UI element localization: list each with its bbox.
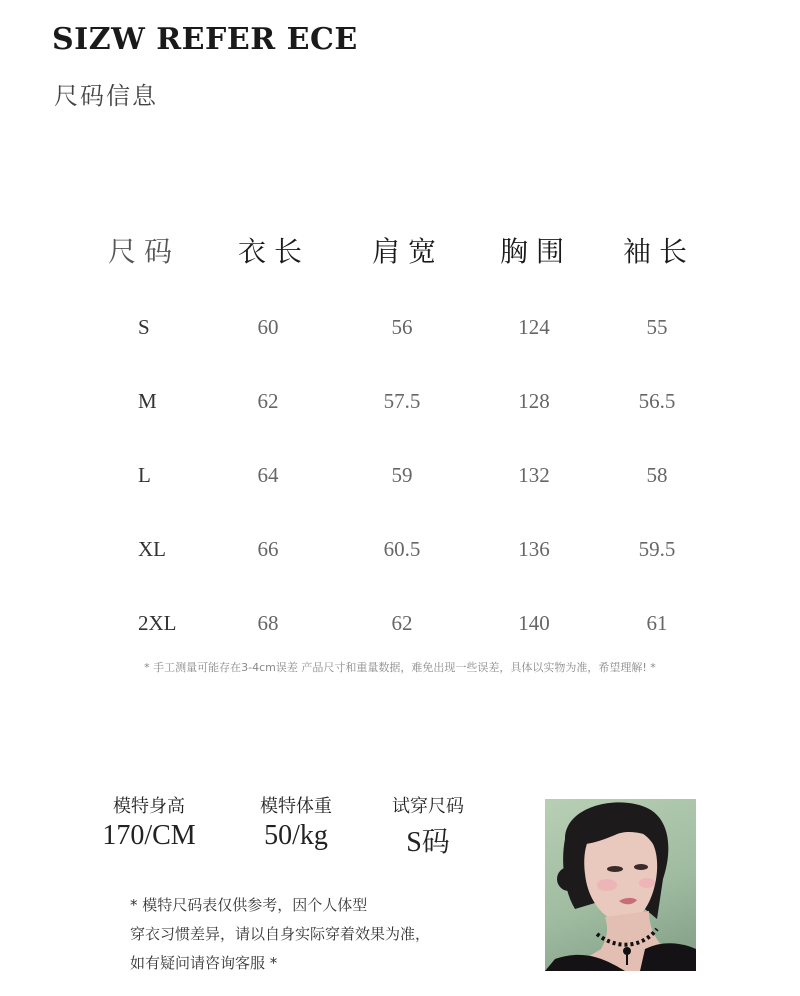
column-header-size: 尺码 <box>107 235 180 268</box>
cell-length: 62 <box>257 389 279 413</box>
disclaimer-line-2: 穿衣习惯差异，请以自身实际穿着效果为准， <box>130 925 431 943</box>
cell-chest: 124 <box>518 315 550 339</box>
model-weight-value: 50/kg <box>264 820 328 851</box>
cell-sleeve: 61 <box>646 611 668 635</box>
cell-length: 68 <box>257 611 279 635</box>
cell-sleeve: 59.5 <box>638 537 676 561</box>
column-header-length: 衣长 <box>237 235 310 268</box>
model-photo <box>545 799 696 971</box>
cell-size: XL <box>138 537 166 561</box>
cell-sleeve: 55 <box>646 315 668 339</box>
cell-shoulder: 60.5 <box>383 537 421 561</box>
cell-chest: 136 <box>518 537 550 561</box>
model-height-value: 170/CM <box>102 820 196 851</box>
cell-shoulder: 62 <box>391 611 413 635</box>
page-title-en: SIZW REFER ECE <box>52 22 358 57</box>
cell-size: L <box>138 463 151 487</box>
cell-size: 2XL <box>138 611 177 635</box>
cell-chest: 128 <box>518 389 550 413</box>
cell-chest: 140 <box>518 611 550 635</box>
cell-sleeve: 56.5 <box>638 389 676 413</box>
cell-shoulder: 57.5 <box>383 389 421 413</box>
model-size-value: S码 <box>406 827 450 858</box>
cell-length: 64 <box>257 463 279 487</box>
cell-size: S <box>138 315 150 339</box>
cell-chest: 132 <box>518 463 550 487</box>
cell-length: 60 <box>257 315 279 339</box>
disclaimer-line-3: 如有疑问请咨询客服 * <box>130 954 278 972</box>
column-header-sleeve: 袖长 <box>622 235 695 268</box>
cell-length: 66 <box>257 537 279 561</box>
page-title-cn: 尺码信息 <box>54 82 158 110</box>
model-height-label: 模特身高 <box>113 796 185 817</box>
cell-sleeve: 58 <box>646 463 668 487</box>
cell-size: M <box>138 389 157 413</box>
column-header-shoulder: 肩宽 <box>371 235 444 268</box>
cell-shoulder: 59 <box>391 463 413 487</box>
disclaimer-line-1: * 模特尺码表仅供参考，因个人体型 <box>130 896 368 914</box>
measurement-note: * 手工测量可能存在3-4cm误差 产品尺寸和重量数据，难免出现一些误差，具体以实物为准，希望理解! * <box>144 661 656 674</box>
model-size-label: 试穿尺码 <box>392 796 464 817</box>
column-header-chest: 胸围 <box>499 235 572 268</box>
cell-shoulder: 56 <box>391 315 413 339</box>
model-weight-label: 模特体重 <box>260 796 332 817</box>
